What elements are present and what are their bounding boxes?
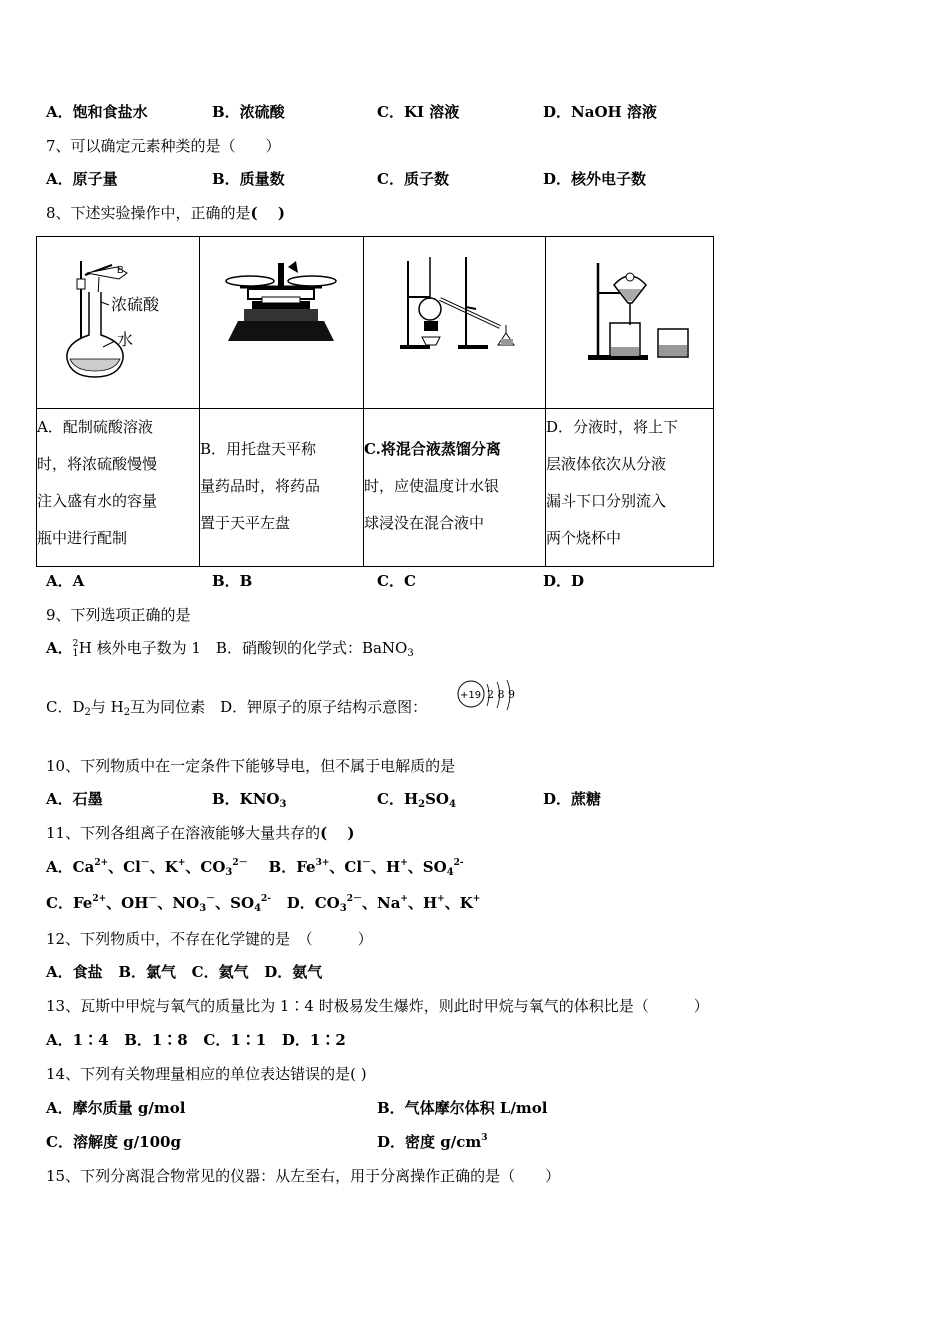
q8-b-line-3: 置于天平左盘: [200, 514, 291, 532]
q8-d-line-3: 漏斗下口分别流入: [546, 492, 667, 510]
q6-option-d: D．NaOH 溶液: [543, 103, 657, 121]
q9-options-ab: A．$^2_1$H 核外电子数为 1 B．硝酸钡的化学式：BaNO$_3$: [46, 639, 414, 659]
atom-shells-label: 2 8 9: [487, 688, 515, 701]
q14-option-c: C．溶解度 g/100g: [46, 1133, 181, 1151]
q8-option-b-cell: [200, 409, 364, 567]
q11-options-cd: C．$Fe^{2+}$、OH－、$NO_3^-$、$SO_4^{2-}$ D．$CO_3^{2-}$、Na+、H+、K+: [46, 894, 481, 914]
q8-figure-d: [546, 237, 714, 409]
q10-option-a: A．石墨: [46, 790, 103, 808]
q11-options-ab: A．$Ca^{2+}$、Cl－、K+、$CO_3^{2-}$ B．$Fe^{3+}$、Cl－、H+、$SO_4^{2-}$: [46, 858, 464, 878]
q14-option-a: A．摩尔质量 g/mol: [46, 1099, 186, 1117]
atom-nucleus-label: +19: [460, 690, 482, 701]
q10-stem: 10、下列物质中在一定条件下能够导电，但不属于电解质的是: [46, 757, 456, 775]
q8-figure-c: [364, 237, 546, 409]
q14-stem: 14、下列有关物理量相应的单位表达错误的是( ): [46, 1065, 367, 1083]
q8-d-line-4: 两个烧杯中: [546, 529, 622, 547]
q8-a-line-2: 时，将浓硫酸慢慢: [37, 455, 158, 473]
q8-a-line-3: 注入盛有水的容量: [37, 492, 158, 510]
q8-option-b: B．B: [212, 572, 253, 590]
q8-option-a-cell: [37, 409, 200, 567]
q11-stem: 11、下列各组离子在溶液能够大量共存的( ): [46, 824, 355, 842]
fig-a-label-acid: 浓硫酸: [111, 295, 160, 314]
fig-a-label-water: 水: [117, 330, 134, 349]
q8-figure-a: [37, 237, 200, 409]
q7-stem: 7、可以确定元素种类的是（ ）: [46, 137, 281, 155]
q13-options: A．1∶4 B．1∶8 C．1∶1 D．1∶2: [46, 1031, 346, 1049]
q8-a-line-1: A．配制硫酸溶液: [37, 418, 153, 436]
q8-d-line-1: D．分液时，将上下: [546, 418, 679, 436]
balance-figure: [200, 237, 363, 408]
q8-experiment-table: [36, 236, 714, 567]
q15-stem: 15、下列分离混合物常见的仪器：从左至右，用于分离操作正确的是（ ）: [46, 1167, 561, 1185]
q14-option-d: D．密度 $g/cm^3$: [377, 1133, 488, 1151]
distillation-figure: [364, 237, 545, 408]
q6-option-c: C．KI 溶液: [377, 103, 460, 121]
q8-figure-b: [200, 237, 364, 409]
q7-option-b: B．质量数: [212, 170, 285, 188]
q10-option-d: D．蔗糖: [543, 790, 602, 808]
separatory-funnel-figure: [546, 237, 713, 408]
q7-option-c: C．质子数: [377, 170, 449, 188]
volumetric-flask-figure: [37, 237, 199, 408]
q8-stem: 8、下述实验操作中，正确的是( ): [46, 204, 285, 222]
q8-option-c-cell: [364, 409, 546, 567]
q10-option-b: B．$KNO_3$: [212, 790, 287, 810]
q14-option-b: B．气体摩尔体积 L/mol: [377, 1099, 548, 1117]
q6-option-b: B．浓硫酸: [212, 103, 285, 121]
q8-option-a: A．A: [46, 572, 85, 590]
q9-options-cd: C．$D_2$与 $H_2$互为同位素 D．钾原子的原子结构示意图：: [46, 698, 428, 718]
q8-b-line-2: 量药品时，将药品: [200, 477, 321, 495]
q8-option-d: D．D: [543, 572, 585, 590]
q12-stem: 12、下列物质中，不存在化学键的是 （ ）: [46, 930, 373, 948]
q8-c-line-1: C.将混合液蒸馏分离: [364, 440, 501, 458]
q8-a-line-4: 瓶中进行配制: [37, 529, 128, 547]
q8-option-d-cell: [546, 409, 714, 567]
q7-option-a: A．原子量: [46, 170, 118, 188]
q12-options: A．食盐 B．氯气 C．氦气 D．氨气: [46, 963, 323, 981]
q8-c-line-3: 球浸没在混合液中: [364, 514, 485, 532]
q10-option-c: C．$H_2SO_4$: [377, 790, 456, 810]
q7-option-d: D．核外电子数: [543, 170, 647, 188]
q6-option-a: A．饱和食盐水: [46, 103, 148, 121]
q8-c-line-2: 时，应使温度计水银: [364, 477, 500, 495]
q8-option-c: C．C: [377, 572, 416, 590]
q9-stem: 9、下列选项正确的是: [46, 606, 191, 624]
atom-structure-diagram: [455, 676, 517, 716]
q8-b-line-1: B．用托盘天平称: [200, 440, 317, 458]
q13-stem: 13、瓦斯中甲烷与氧气的质量比为 1∶4 时极易发生爆炸，则此时甲烷与氧气的体积比是（ ）: [46, 997, 709, 1015]
svg-text:B: B: [117, 265, 124, 276]
q8-d-line-2: 层液体依次从分液: [546, 455, 667, 473]
